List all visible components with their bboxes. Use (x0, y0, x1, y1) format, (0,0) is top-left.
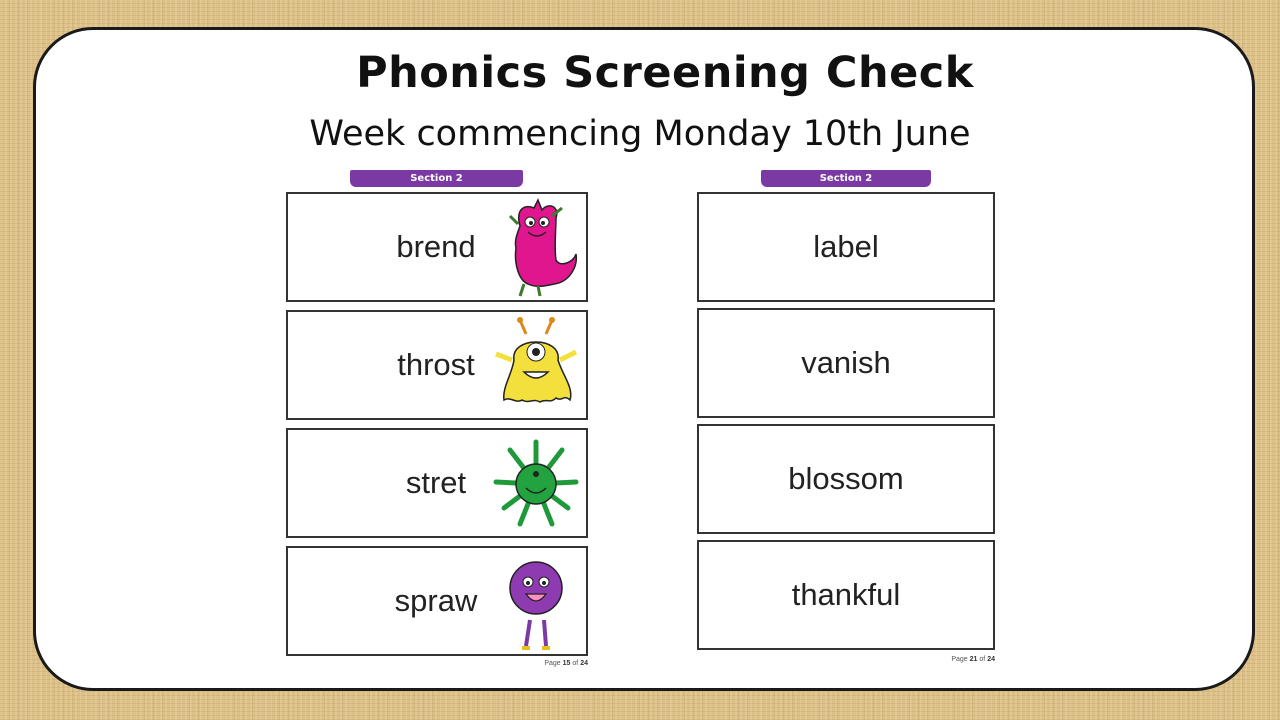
page-number: Page 15 of 24 (544, 660, 588, 667)
left-worksheet (286, 170, 588, 680)
pink-monster-icon (490, 196, 582, 300)
word-card (697, 424, 995, 534)
section-tab: Section 2 (761, 170, 931, 187)
word-text: spraw (394, 583, 478, 618)
word-text: blossom (788, 461, 904, 496)
page-subtitle: Week commencing Monday 10th June (309, 114, 971, 154)
word-card (286, 428, 588, 538)
word-text: throst (397, 347, 475, 382)
word-text: label (813, 229, 879, 264)
page-number: Page 21 of 24 (951, 656, 995, 663)
word-card (697, 308, 995, 418)
purple-monster-icon (490, 550, 582, 654)
word-text: brend (396, 229, 476, 264)
section-tab: Section 2 (350, 170, 523, 187)
green-monster-icon (490, 432, 582, 536)
word-text: thankful (791, 577, 901, 612)
word-card (286, 192, 588, 302)
page-title: Phonics Screening Check (356, 48, 974, 98)
yellow-monster-icon (490, 314, 582, 418)
word-card (286, 546, 588, 656)
word-card (697, 192, 995, 302)
word-card (286, 310, 588, 420)
word-text: stret (405, 465, 467, 500)
word-text: vanish (801, 345, 891, 380)
right-worksheet (697, 170, 995, 680)
word-card (697, 540, 995, 650)
